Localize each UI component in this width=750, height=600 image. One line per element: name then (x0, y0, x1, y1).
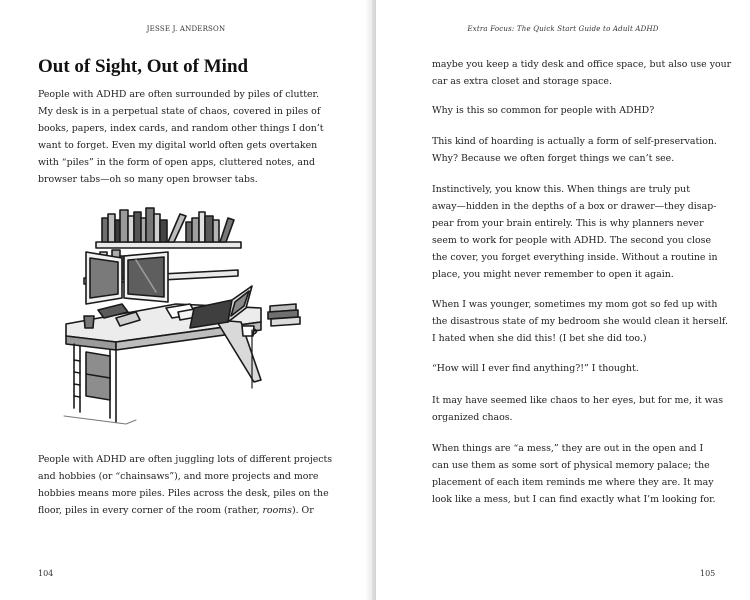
text-line: Instinctively, you know this. When things are truly put (432, 184, 690, 195)
text-line: the disastrous state of my bedroom she would clean it herself. (432, 316, 728, 327)
text-line: My desk is in a perpetual state of chaos, covered in piles of (38, 106, 321, 117)
paragraph-self-preservation (432, 133, 717, 167)
running-head-author: JESSE J. ANDERSON (146, 25, 226, 33)
text-line: Why is this so common for people with ADHD? (432, 105, 655, 116)
text-line: This kind of hoarding is actually a form of self-preservation. (432, 136, 717, 147)
left-page (0, 0, 372, 600)
paragraph-projects (38, 451, 332, 519)
text-line: placement of each item reminds me where they are. It may (432, 477, 714, 488)
text-line: I hated when she did this! (I bet she did too.) (432, 333, 647, 344)
paragraph-instinctively (432, 181, 718, 283)
text-line: When I was younger, sometimes my mom got so fed up with (432, 299, 718, 310)
text-line: pear from your brain entirely. This is why planners never (432, 218, 704, 229)
text-segment: ). Or (291, 505, 314, 516)
text-line: browser tabs—oh so many open browser tabs. (38, 174, 258, 185)
text-line: It may have seemed like chaos to her eyes, but for me, it was (432, 395, 724, 406)
text-line: the cover, you forget everything inside. Without a routine in (432, 252, 718, 263)
text-line: When things are “a mess,” they are out in the open and I (432, 443, 704, 454)
paragraph-quote (432, 360, 639, 377)
cluttered-desk-illustration (56, 200, 306, 428)
paragraph-memory-palace (432, 440, 716, 508)
text-line: seem to work for people with ADHD. The second you close (432, 235, 711, 246)
chapter-title: Out of Sight, Out of Mind (38, 56, 249, 77)
text-line: look like a mess, but I can find exactly what I’m looking for. (432, 494, 716, 505)
text-line: place, you might never remember to open it again. (432, 269, 674, 280)
paragraph-organized-chaos (432, 392, 723, 426)
text-line: and hobbies (or “chainsaws”), and more projects and more (38, 471, 319, 482)
text-segment-italic: rooms (262, 505, 292, 516)
text-line: with “piles” in the form of open apps, cluttered notes, and (38, 157, 315, 168)
text-line: People with ADHD are often surrounded by piles of clutter. (38, 89, 319, 100)
text-line: hobbies means more piles. Piles across the desk, piles on the (38, 488, 329, 499)
text-line: away—hidden in the depths of a box or drawer—they disap- (432, 201, 717, 212)
running-head-title: Extra Focus: The Quick Start Guide to Adult ADHD (467, 25, 659, 33)
text-line: books, papers, index cards, and random other things I don’t (38, 123, 324, 134)
text-line: maybe you keep a tidy desk and office space, but also use your (432, 59, 732, 70)
paragraph-younger (432, 296, 728, 347)
paragraph-continued (432, 56, 731, 90)
paragraph-question (432, 102, 654, 119)
text-line: can use them as some sort of physical memory palace; the (432, 460, 710, 471)
page-number-left: 104 (38, 569, 54, 578)
right-page (376, 0, 750, 600)
paragraph-clutter (38, 86, 324, 188)
text-segment: floor, piles in every corner of the room (rather, (38, 505, 263, 516)
page-number-right: 105 (700, 569, 716, 578)
text-line: organized chaos. (432, 412, 513, 423)
text-line: Why? Because we often forget things we can’t see. (432, 153, 675, 164)
text-line: want to forget. Even my digital world often gets overtaken (38, 140, 318, 151)
text-line: People with ADHD are often juggling lots of different projects (38, 454, 333, 465)
text-line-mixed (38, 502, 332, 519)
text-line: car as extra closet and storage space. (432, 76, 612, 87)
text-line: “How will I ever find anything?!” I thought. (432, 363, 639, 374)
